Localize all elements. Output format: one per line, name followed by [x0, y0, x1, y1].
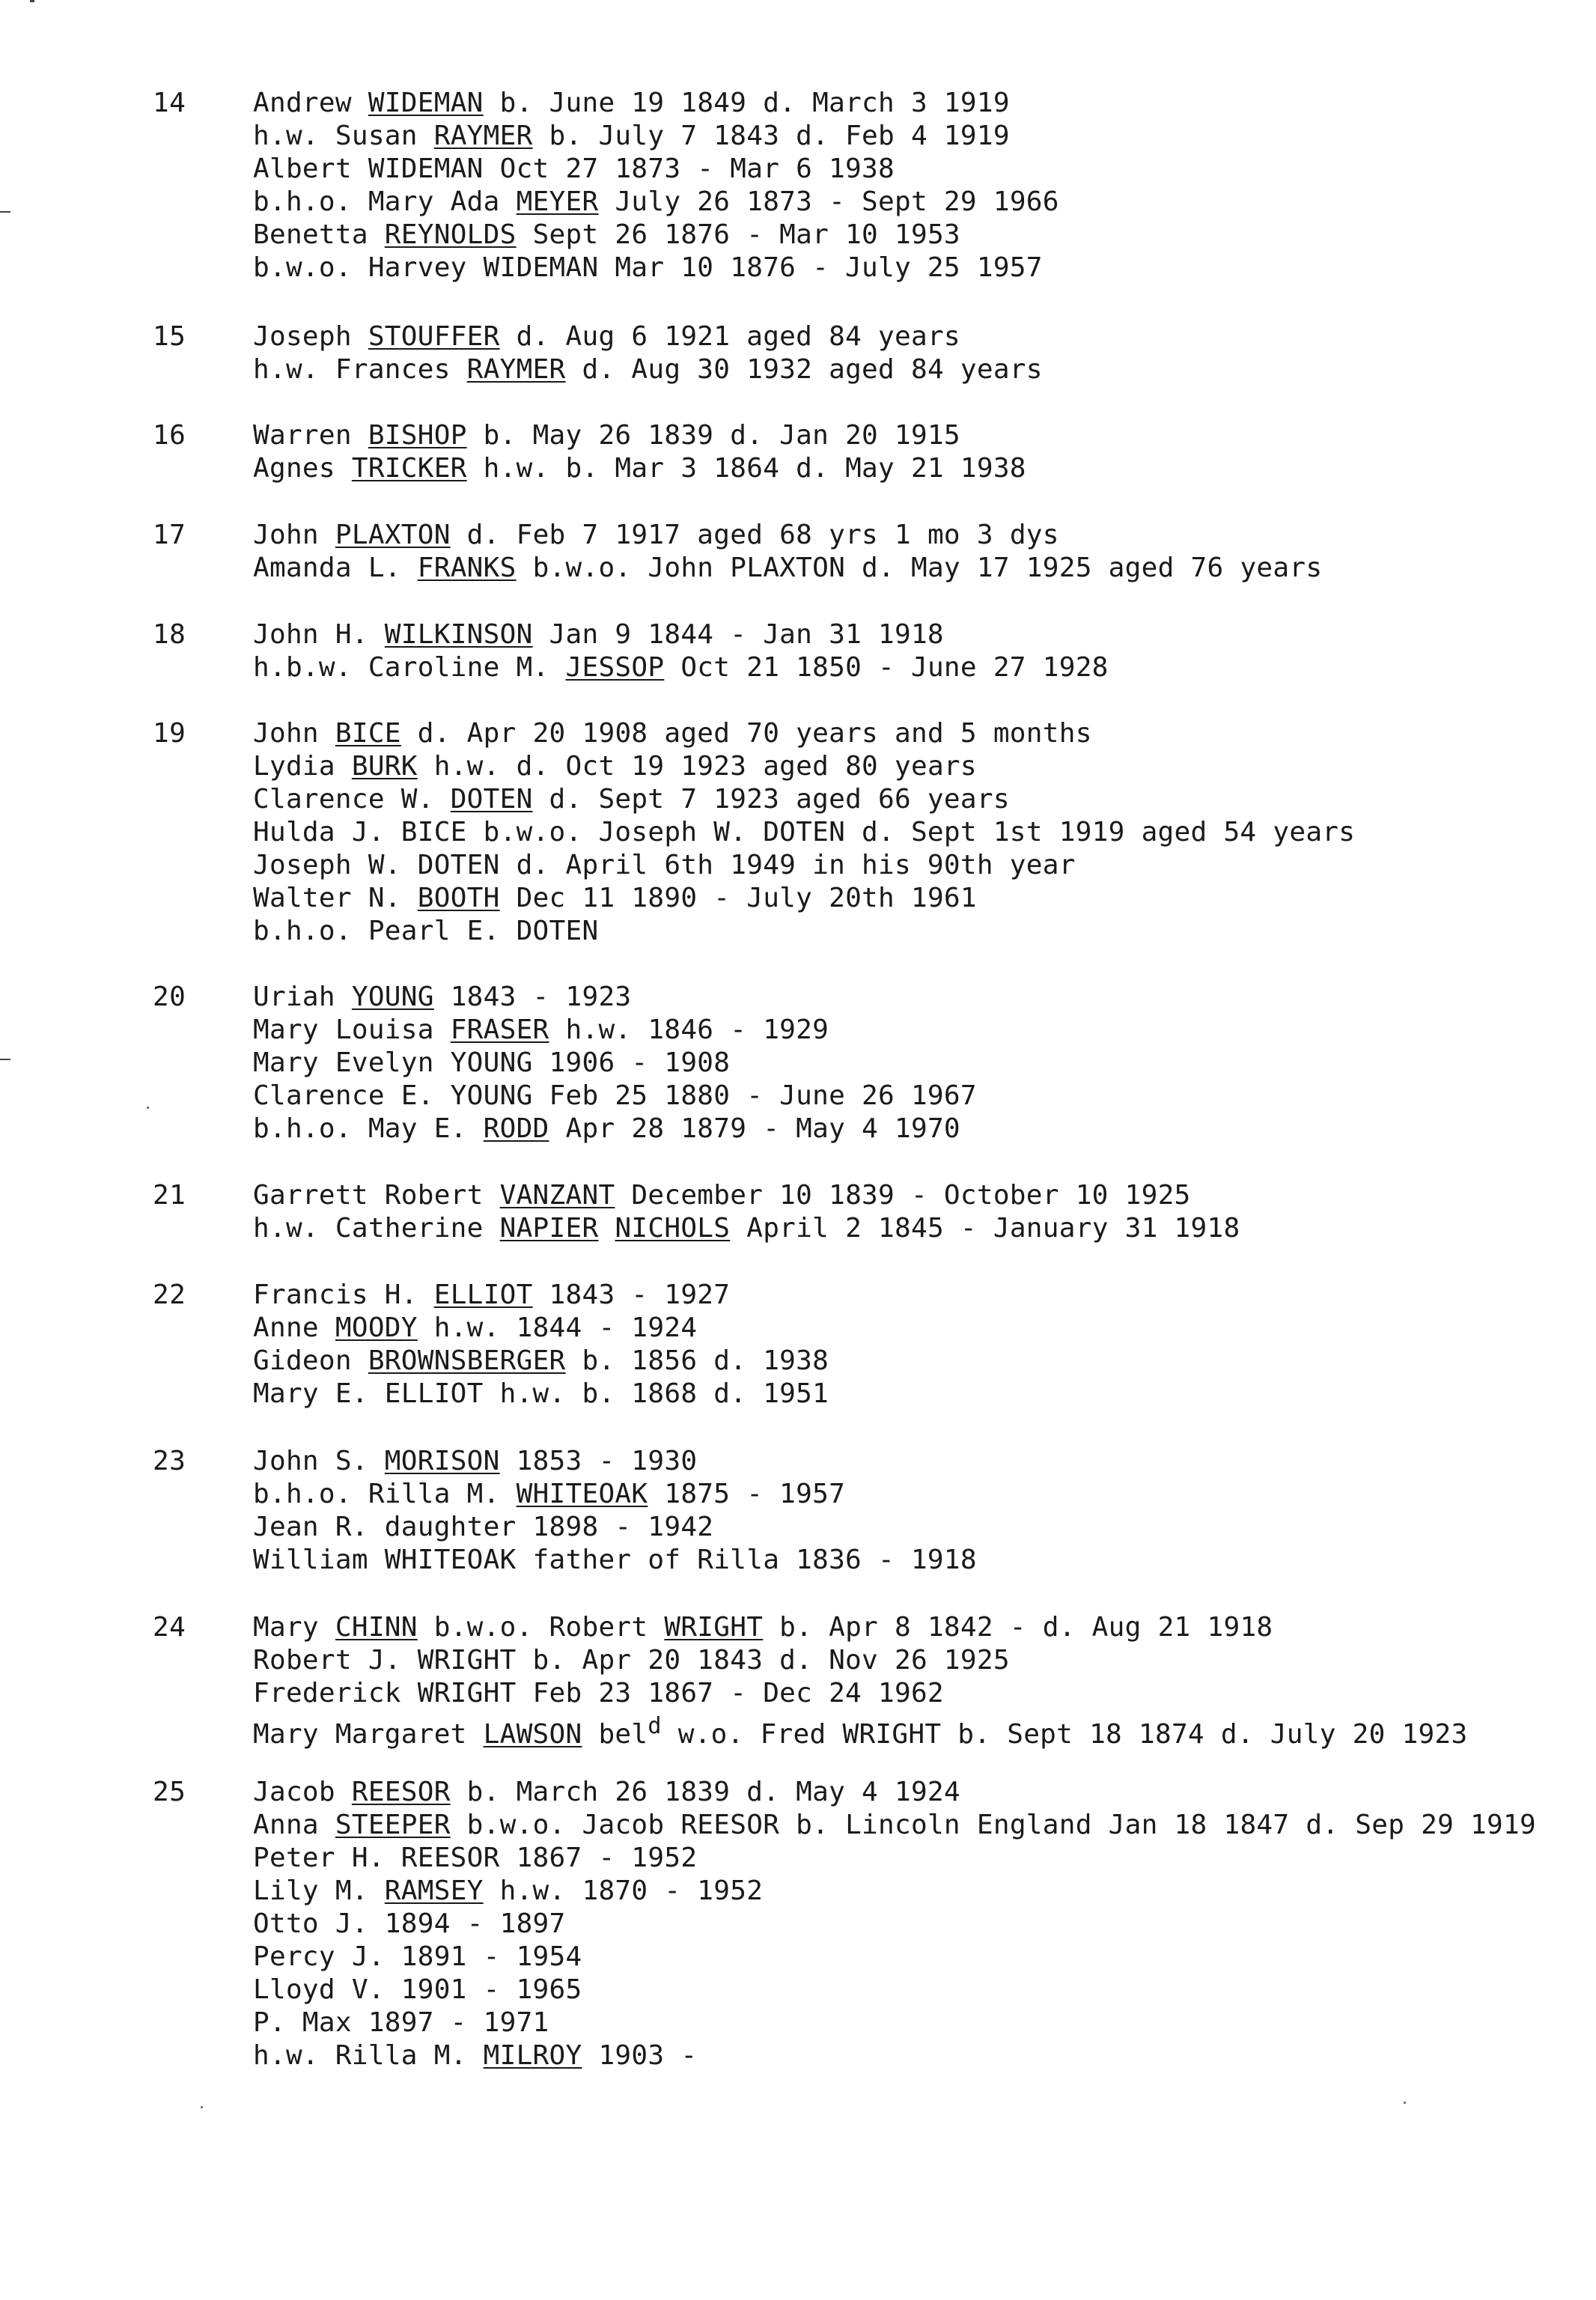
entry-line: [253, 1974, 1536, 2007]
line-text: b. 1856 d. 1938: [565, 1345, 829, 1376]
surname-underlined: VANZANT: [499, 1180, 615, 1211]
surname-underlined: RAYMER: [466, 354, 566, 385]
line-text: h.b.w. Caroline M.: [253, 652, 566, 683]
line-text: b.h.o. Mary Ada: [253, 186, 517, 217]
scan-speck: [1404, 2102, 1406, 2104]
line-text: Warren: [253, 420, 368, 451]
surname-underlined: TRICKER: [351, 453, 467, 484]
line-text: b.h.o. Pearl E. DOTEN: [253, 916, 599, 946]
line-text: [598, 1213, 615, 1244]
line-text: John: [253, 520, 335, 550]
line-text: Jan 9 1844 - Jan 31 1918: [532, 619, 944, 650]
line-text: Anne: [253, 1312, 335, 1343]
surname-underlined: REYNOLDS: [384, 219, 517, 250]
surname-underlined: WHITEOAK: [516, 1479, 648, 1509]
entry-line: [253, 419, 1026, 452]
surname-underlined: JESSOP: [565, 652, 665, 683]
line-text: h.w. b. Mar 3 1864 d. May 21 1938: [466, 453, 1026, 484]
line-text: d. Sept 7 1923 aged 66 years: [532, 784, 1010, 815]
surname-underlined: ELLIOT: [433, 1280, 533, 1310]
entry-line: [253, 1345, 829, 1378]
line-text: w.o. Fred WRIGHT b. Sept 18 1874 d. July 20 1923: [661, 1719, 1468, 1750]
line-text: Peter H. REESOR 1867 - 1952: [253, 1843, 698, 1873]
entry-line: [253, 252, 1059, 285]
line-text: Joseph W. DOTEN d. April 6th 1949 in his 90th year: [253, 850, 1076, 880]
entry-line: [253, 1842, 1536, 1875]
line-text: Dec 11 1890 - July 20th 1961: [499, 883, 977, 913]
entry-number: 24: [153, 1612, 186, 1643]
entry-lines: [253, 1445, 977, 1577]
entry-lines: [253, 1611, 1467, 1751]
line-text: 1875 - 1957: [648, 1479, 846, 1509]
line-text: Jacob: [253, 1777, 352, 1807]
line-text: Mary: [253, 1612, 335, 1643]
line-text: b. March 26 1839 d. May 4 1924: [450, 1777, 960, 1807]
entry-line: [253, 981, 977, 1014]
entry-line: [253, 1014, 977, 1047]
line-text: December 10 1839 - October 10 1925: [615, 1180, 1191, 1211]
entry-line: [253, 849, 1355, 882]
line-text: Lloyd V. 1901 - 1965: [253, 1974, 582, 2005]
entry-line: [253, 519, 1322, 552]
line-text: Amanda L.: [253, 553, 418, 583]
line-text: Percy J. 1891 - 1954: [253, 1941, 582, 1972]
line-text: Robert J. WRIGHT b. Apr 20 1843 d. Nov 26 1925: [253, 1645, 1010, 1676]
entry-line: [253, 87, 1059, 120]
entry-line: [253, 1478, 977, 1511]
entry-line: [253, 651, 1109, 684]
line-text: Francis H.: [253, 1280, 434, 1310]
surname-underlined: WRIGHT: [664, 1612, 764, 1643]
superscript: d: [648, 1713, 662, 1739]
line-text: Anna: [253, 1810, 335, 1840]
entry-lines: [253, 717, 1355, 948]
line-text: b.w.o. Harvey WIDEMAN Mar 10 1876 - July 25 1957: [253, 252, 1043, 283]
entry-line: [253, 750, 1355, 783]
entry-line: [253, 1212, 1240, 1245]
line-text: h.w. 1846 - 1929: [549, 1014, 829, 1045]
line-text: b.w.o. Jacob REESOR b. Lincoln England Jan 18 1847 d. Sep 29 1919: [450, 1810, 1536, 1840]
entry-number: 17: [153, 520, 186, 550]
line-text: Walter N.: [253, 883, 418, 913]
line-text: Hulda J. BICE b.w.o. Joseph W. DOTEN d. Sept 1st 1919 aged 54 years: [253, 817, 1356, 848]
surname-underlined: WIDEMAN: [368, 88, 484, 118]
surname-underlined: MILROY: [483, 2040, 582, 2071]
scan-speck: [201, 2106, 203, 2108]
entry-number: 14: [153, 88, 186, 118]
line-text: Frederick WRIGHT Feb 23 1867 - Dec 24 1962: [253, 1678, 944, 1709]
entry-number: 16: [153, 420, 186, 451]
entry-line: [253, 153, 1059, 186]
surname-underlined: BISHOP: [368, 420, 467, 451]
scan-mark: [30, 0, 34, 2]
line-text: b. June 19 1849 d. March 3 1919: [483, 88, 1010, 118]
surname-underlined: BURK: [351, 751, 418, 782]
entry-line: [253, 1644, 1467, 1677]
entry-line: [253, 1279, 829, 1312]
surname-underlined: LAWSON: [483, 1719, 582, 1750]
line-text: Agnes: [253, 453, 352, 484]
surname-underlined: YOUNG: [351, 982, 434, 1012]
line-text: Otto J. 1894 - 1897: [253, 1908, 566, 1939]
entry-number: 22: [153, 1280, 186, 1310]
entry-number: 21: [153, 1180, 186, 1211]
line-text: Mary Evelyn YOUNG 1906 - 1908: [253, 1047, 731, 1078]
line-text: 1853 - 1930: [499, 1446, 698, 1476]
surname-underlined: BICE: [335, 718, 401, 749]
line-text: William WHITEOAK father of Rilla 1836 - 1918: [253, 1545, 977, 1575]
line-text: John: [253, 718, 335, 749]
entry-line: [253, 320, 1043, 353]
line-text: Uriah: [253, 982, 352, 1012]
entry-line: [253, 1544, 977, 1577]
margin-mark: [0, 1059, 10, 1060]
surname-underlined: FRANKS: [417, 553, 517, 583]
line-text: Apr 28 1879 - May 4 1970: [549, 1113, 960, 1144]
entry-line: [253, 1875, 1536, 1908]
line-text: d. Aug 6 1921 aged 84 years: [499, 321, 960, 352]
entry-line: [253, 717, 1355, 750]
entry-lines: [253, 320, 1043, 386]
line-text: John S.: [253, 1446, 385, 1476]
entry-line: [253, 1710, 1467, 1751]
entry-number: 19: [153, 718, 186, 749]
line-text: April 2 1845 - January 31 1918: [730, 1213, 1240, 1244]
entry-lines: [253, 1776, 1536, 2072]
surname-underlined: STEEPER: [335, 1810, 451, 1840]
surname-underlined: MEYER: [516, 186, 599, 217]
surname-underlined: WILKINSON: [384, 619, 533, 650]
line-text: d. Aug 30 1932 aged 84 years: [565, 354, 1043, 385]
surname-underlined: REESOR: [351, 1777, 451, 1807]
line-text: h.w. d. Oct 19 1923 aged 80 years: [417, 751, 977, 782]
line-text: b.h.o. May E.: [253, 1113, 484, 1144]
line-text: 1843 - 1923: [433, 982, 632, 1012]
entry-line: [253, 2039, 1536, 2072]
entry-lines: [253, 419, 1026, 485]
line-text: d. Feb 7 1917 aged 68 yrs 1 mo 3 dys: [450, 520, 1059, 550]
line-text: Albert WIDEMAN Oct 27 1873 - Mar 6 1938: [253, 153, 895, 184]
surname-underlined: FRASER: [450, 1014, 549, 1045]
line-text: Andrew: [253, 88, 368, 118]
line-text: h.w. Frances: [253, 354, 467, 385]
line-text: Lydia: [253, 751, 352, 782]
entry-line: [253, 1312, 829, 1345]
line-text: July 26 1873 - Sept 29 1966: [598, 186, 1059, 217]
entry-lines: [253, 1179, 1240, 1245]
surname-underlined: RAYMER: [433, 121, 533, 151]
line-text: Joseph: [253, 321, 368, 352]
entry-line: [253, 1179, 1240, 1212]
line-text: Clarence E. YOUNG Feb 25 1880 - June 26 1967: [253, 1080, 977, 1111]
line-text: Sept 26 1876 - Mar 10 1953: [516, 219, 960, 250]
surname-underlined: NAPIER: [499, 1213, 599, 1244]
entry-line: [253, 120, 1059, 153]
line-text: 1903 -: [582, 2040, 698, 2071]
entry-line: [253, 219, 1059, 252]
line-text: b. July 7 1843 d. Feb 4 1919: [532, 121, 1010, 151]
margin-mark: [0, 211, 10, 213]
entry-line: [253, 452, 1026, 485]
line-text: h.w. Susan: [253, 121, 434, 151]
line-text: Gideon: [253, 1345, 368, 1376]
line-text: bel: [582, 1719, 648, 1750]
entry-line: [253, 783, 1355, 816]
entry-line: [253, 1047, 977, 1080]
entry-line: [253, 1809, 1536, 1842]
line-text: P. Max 1897 - 1971: [253, 2007, 549, 2038]
surname-underlined: DOTEN: [450, 784, 533, 815]
surname-underlined: NICHOLS: [615, 1213, 731, 1244]
line-text: Benetta: [253, 219, 385, 250]
line-text: Clarence W.: [253, 784, 451, 815]
line-text: John H.: [253, 619, 385, 650]
entry-line: [253, 1776, 1536, 1809]
entry-line: [253, 882, 1355, 915]
entry-line: [253, 186, 1059, 219]
line-text: Mary Louisa: [253, 1014, 451, 1045]
line-text: Mary E. ELLIOT h.w. b. 1868 d. 1951: [253, 1378, 829, 1409]
entry-line: [253, 1941, 1536, 1974]
entry-line: [253, 1113, 977, 1146]
line-text: Lily M.: [253, 1875, 385, 1906]
entry-line: [253, 353, 1043, 386]
line-text: h.w. Rilla M.: [253, 2040, 484, 2071]
line-text: b. Apr 8 1842 - d. Aug 21 1918: [763, 1612, 1273, 1643]
entry-lines: [253, 618, 1109, 684]
surname-underlined: MORISON: [384, 1446, 500, 1476]
line-text: d. Apr 20 1908 aged 70 years and 5 months: [400, 718, 1092, 749]
line-text: b. May 26 1839 d. Jan 20 1915: [466, 420, 960, 451]
entry-line: [253, 2007, 1536, 2039]
surname-underlined: MOODY: [335, 1312, 418, 1343]
line-text: Mary Margaret: [253, 1719, 484, 1750]
line-text: h.w. Catherine: [253, 1213, 500, 1244]
surname-underlined: BOOTH: [417, 883, 500, 913]
entry-line: [253, 1080, 977, 1113]
entry-number: 15: [153, 321, 186, 352]
entry-lines: [253, 87, 1059, 285]
entry-lines: [253, 519, 1322, 585]
entry-lines: [253, 1279, 829, 1411]
entry-line: [253, 1445, 977, 1478]
entry-number: 25: [153, 1777, 186, 1807]
line-text: Garrett Robert: [253, 1180, 500, 1211]
surname-underlined: RODD: [483, 1113, 549, 1144]
entry-line: [253, 1611, 1467, 1644]
entry-line: [253, 618, 1109, 651]
line-text: Jean R. daughter 1898 - 1942: [253, 1512, 714, 1542]
entry-line: [253, 1677, 1467, 1710]
line-text: h.w. 1870 - 1952: [483, 1875, 764, 1906]
scan-speck: [147, 1107, 149, 1109]
entry-number: 23: [153, 1446, 186, 1476]
entry-line: [253, 552, 1322, 585]
surname-underlined: CHINN: [335, 1612, 418, 1643]
surname-underlined: RAMSEY: [384, 1875, 484, 1906]
surname-underlined: STOUFFER: [368, 321, 500, 352]
entry-line: [253, 1378, 829, 1411]
entry-number: 20: [153, 982, 186, 1012]
entry-lines: [253, 981, 977, 1146]
entry-number: 18: [153, 619, 186, 650]
entry-line: [253, 816, 1355, 849]
line-text: b.w.o. John PLAXTON d. May 17 1925 aged 76 years: [516, 553, 1323, 583]
entry-line: [253, 1511, 977, 1544]
line-text: Oct 21 1850 - June 27 1928: [664, 652, 1109, 683]
line-text: 1843 - 1927: [532, 1280, 731, 1310]
line-text: h.w. 1844 - 1924: [417, 1312, 698, 1343]
entry-line: [253, 915, 1355, 948]
surname-underlined: BROWNSBERGER: [368, 1345, 566, 1376]
line-text: b.w.o. Robert: [417, 1612, 665, 1643]
line-text: b.h.o. Rilla M.: [253, 1479, 517, 1509]
surname-underlined: PLAXTON: [335, 520, 451, 550]
entry-line: [253, 1908, 1536, 1941]
